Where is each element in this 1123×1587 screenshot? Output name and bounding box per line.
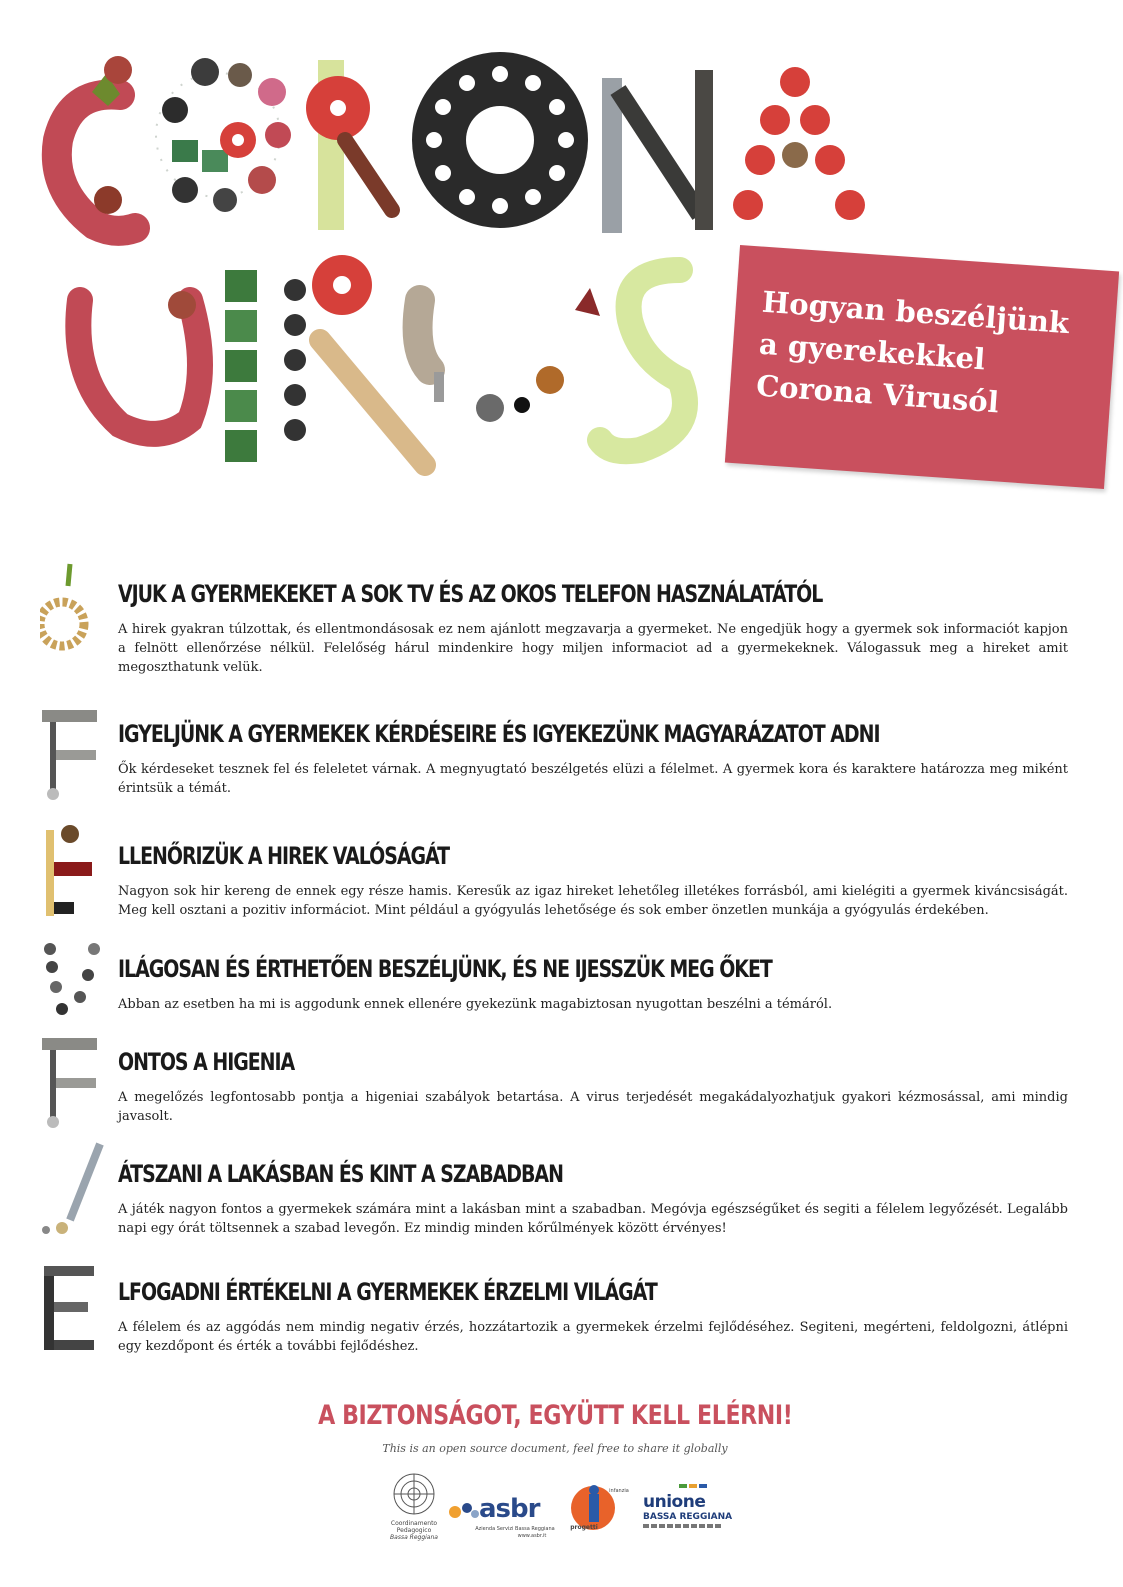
asbr-url: www.asbr.it bbox=[517, 1533, 547, 1539]
progetti-left-label: progetti bbox=[570, 1524, 598, 1531]
open-source-note: This is an open source document, feel free to share it globally bbox=[382, 1442, 728, 1455]
coordinamento-logo bbox=[385, 1470, 443, 1542]
collage-letter-u bbox=[418, 300, 530, 422]
slogan-text: A BIZTONSÁGOT, EGYÜTT KELL ELÉRNI! bbox=[317, 1400, 793, 1431]
collage-letter-r2 bbox=[284, 255, 425, 465]
tip-heading: LLENŐRIZÜK A HIREK VALÓSÁGÁT bbox=[118, 842, 450, 870]
web-icon bbox=[385, 1470, 443, 1520]
asbr-logo bbox=[447, 1480, 557, 1540]
coord-label-1: Coordinamento Pedagogico bbox=[390, 1520, 438, 1534]
tip-heading: LFOGADNI ÉRTÉKELNI A GYERMEKEK ÉRZELMI VILÁGÁT bbox=[118, 1278, 657, 1306]
collage-initial-f2 bbox=[40, 1030, 108, 1130]
tip-body: A félelem és az aggódás nem mindig negativ érzés, hozzátartozik a gyermekek érzelmi fejlődéséhez. Segiteni, megérteni, feldolgozni, átlépni egy kezdőpont és érték a további fejlődéshez. bbox=[118, 1320, 1068, 1354]
collage-letter-s bbox=[536, 270, 685, 451]
collage-letter-c bbox=[57, 56, 135, 231]
unione-wordmark: unione bbox=[643, 1492, 706, 1512]
collage-initial-v bbox=[40, 937, 108, 1037]
asbr-wordmark: asbr bbox=[479, 1494, 540, 1524]
banner-title bbox=[755, 281, 1103, 430]
dots-icon bbox=[447, 1498, 481, 1524]
tip-body: A hirek gyakran túlzottak, és ellentmondásosak ez nem ajánlott megzavarja a gyermeket. Ne engedjük hogy a gyermek sok informaciót kapjon a felnött ellenőrzése nélkül. Felelőség hárul mindenkire hogy miljen informaciot ad a gyermekeknek. Válogassuk meg a hireket amit megoszthatunk velük. bbox=[118, 622, 1068, 675]
collage-letter-r bbox=[306, 60, 392, 230]
collage-initial-o bbox=[40, 562, 108, 662]
collage-initial-e bbox=[40, 824, 108, 924]
banner-line-3: Corona Virusól bbox=[755, 368, 1000, 420]
tip-heading: IGYELJÜNK A GYERMEKEK KÉRDÉSEIRE ÉS IGYEKEZÜNK MAGYARÁZATOT ADNI bbox=[118, 720, 880, 748]
unione-municipalities-strip bbox=[643, 1524, 723, 1528]
hero-collage bbox=[0, 0, 1123, 520]
partner-logos bbox=[385, 1470, 745, 1550]
tip-heading: ÁTSZANI A LAKÁSBAN ÉS KINT A SZABADBAN bbox=[118, 1160, 563, 1188]
banner-line-2: a gyerekekkel bbox=[758, 326, 987, 377]
closing-slogan bbox=[0, 1400, 1110, 1431]
collage-letter-i bbox=[225, 270, 257, 462]
collage-letter-o bbox=[156, 58, 291, 212]
collage-letter-v bbox=[78, 291, 200, 434]
tip-heading: ILÁGOSAN ÉS ÉRTHETŐEN BESZÉLJÜNK, ÉS NE IJESSZÜK MEG ŐKET bbox=[118, 955, 772, 983]
collage-letter-n bbox=[602, 70, 713, 233]
unione-stripe-icon bbox=[679, 1480, 709, 1492]
progetti-infanzia-logo bbox=[567, 1482, 631, 1538]
title-banner bbox=[725, 245, 1119, 489]
tip-body: A megelőzés legfontosabb pontja a higeniai szabályok betartása. A virus terjedését megakádalyozhatjuk gyakori kézmosással, ami mindig javasolt. bbox=[118, 1090, 1068, 1124]
tip-body: Abban az esetben ha mi is aggodunk ennek ellenére gyekezünk magabiztosan nyugottan beszélni a témáról. bbox=[118, 997, 833, 1012]
tip-body: Nagyon sok hir kereng de ennek egy része hamis. Keresűk az igaz hireket lehetőleg illetékes forrásból, ami kielégiti a gyermek kiváncsiságát. Meg kell osztani a pozitiv informáciot. Mint például a gyógyulás lehetősége és sok ember önzetlen munkája a gyógyulás érdekében. bbox=[118, 884, 1068, 918]
banner-line-1: Hogyan beszéljünk bbox=[760, 284, 1071, 341]
asbr-subtitle: Azienda Servizi Bassa Reggiana bbox=[475, 1526, 555, 1532]
collage-initial-f bbox=[40, 702, 108, 802]
coord-label-2: Bassa Reggiana bbox=[390, 1534, 438, 1541]
tip-heading: VJUK A GYERMEKEKET A SOK TV ÉS AZ OKOS TELEFON HASZNÁLATÁTÓL bbox=[118, 580, 823, 608]
tip-body: A játék nagyon fontos a gyermekek számára mint a lakásban mint a szabadban. Megóvja egészségűket és segiti a félelem legyőzését. Legalább napi egy órát töltsennek a szabad levegőn. Ez mindig minden kőrűlmények között érvényes! bbox=[118, 1202, 1068, 1236]
collage-initial-j bbox=[40, 1142, 108, 1242]
collage-letter-a bbox=[733, 67, 865, 220]
tip-heading: ONTOS A HIGENIA bbox=[118, 1048, 295, 1076]
unione-subtitle: BASSA REGGIANA bbox=[643, 1512, 733, 1522]
progetti-right-label: infanzia bbox=[609, 1488, 629, 1494]
collage-letter-o-gear bbox=[412, 52, 588, 228]
tip-body: Ők kérdeseket tesznek fel és feleletet várnak. A megnyugtató beszélgetés elüzi a félelmet. A gyermek kora és karaktere határozza meg miként érintsük a témát. bbox=[118, 762, 1068, 796]
collage-initial-e2 bbox=[40, 1260, 108, 1360]
unione-logo bbox=[639, 1478, 739, 1538]
